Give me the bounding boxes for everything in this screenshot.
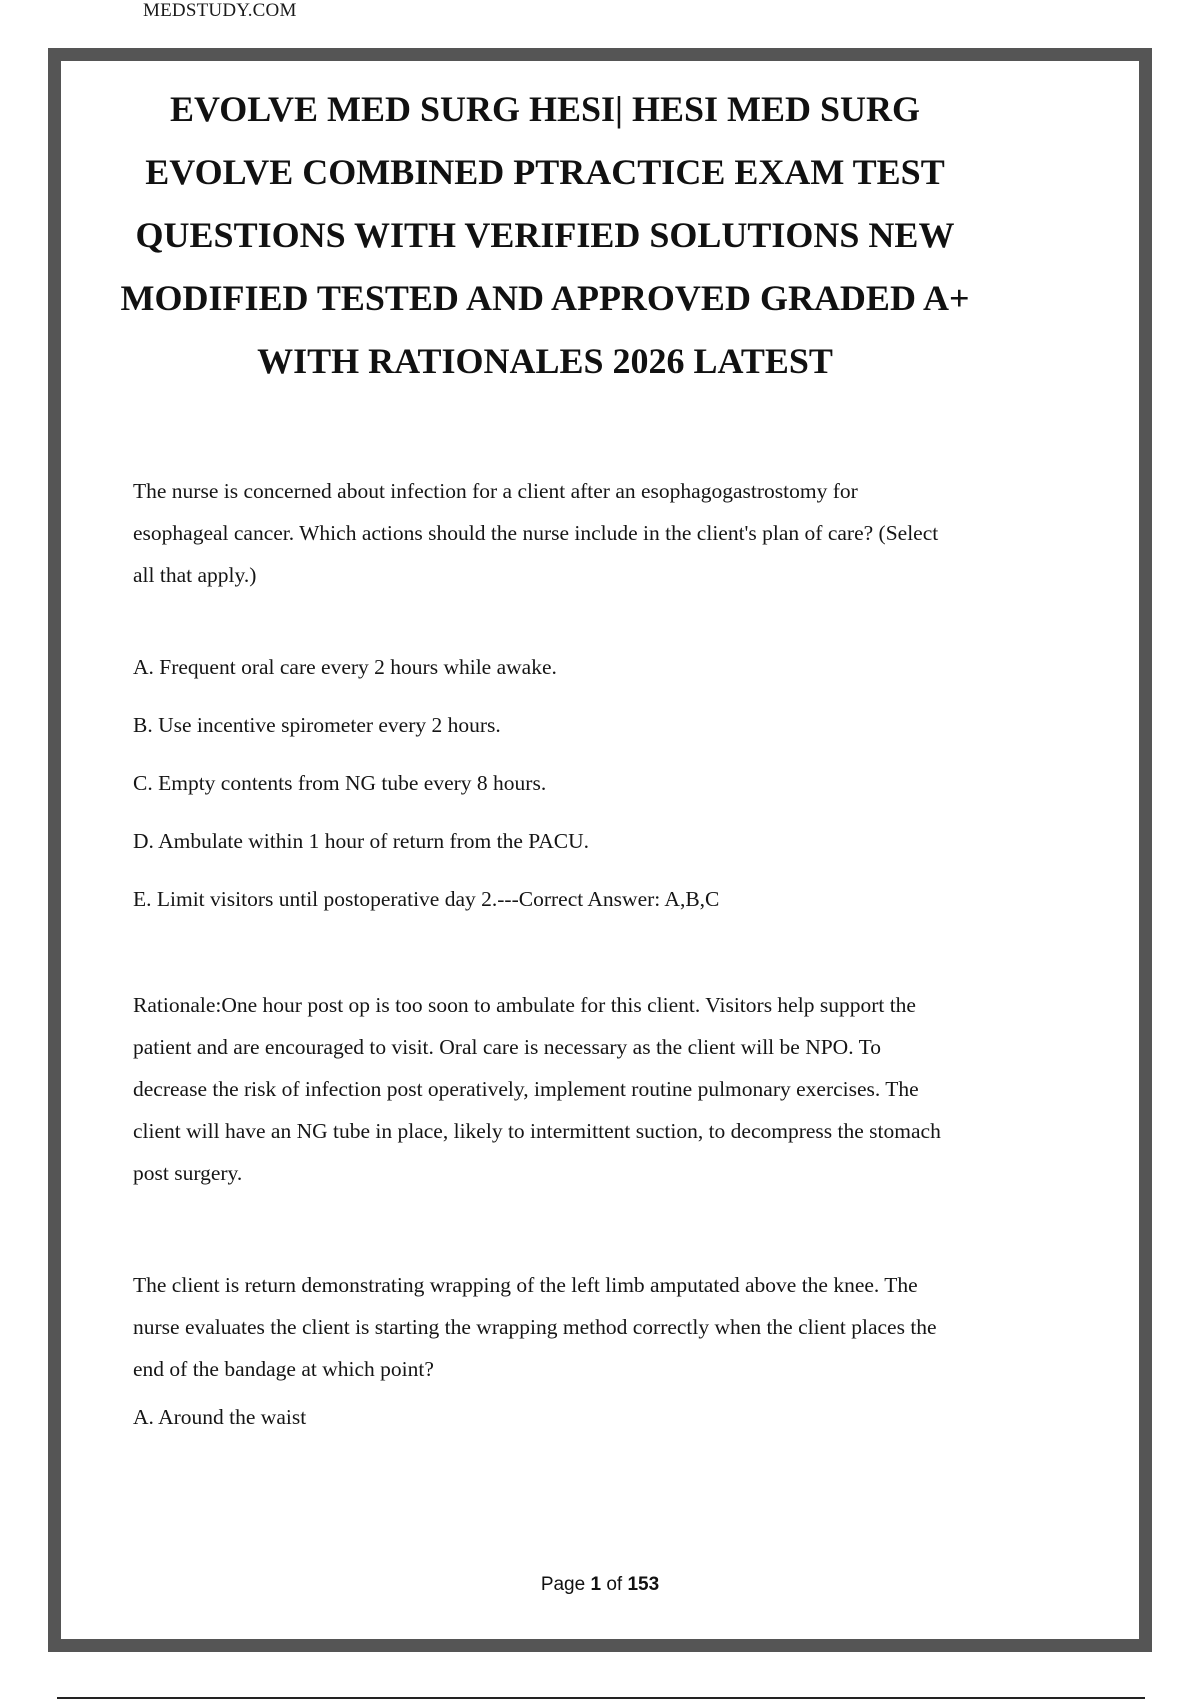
document-title: [100, 78, 990, 393]
text-line: post surgery.: [133, 1161, 243, 1185]
text-line: end of the bandage at which point?: [133, 1357, 434, 1381]
bottom-divider: [57, 1697, 1145, 1699]
text-line: esophageal cancer. Which actions should the nurse include in the client's plan of care? (Select: [133, 521, 939, 545]
text-line: The nurse is concerned about infection for a client after an esophagogastrostomy for: [133, 479, 858, 503]
answer-option-with-correct-answer: E. Limit visitors until postoperative day 2.---Correct Answer: A,B,C: [133, 887, 720, 911]
answer-option: D. Ambulate within 1 hour of return from the PACU.: [133, 829, 590, 853]
text-line: decrease the risk of infection post operatively, implement routine pulmonary exercises. The: [133, 1077, 919, 1101]
title-line: QUESTIONS WITH VERIFIED SOLUTIONS NEW: [135, 215, 955, 255]
question-1-stem: [133, 470, 1063, 596]
total-pages: 153: [627, 1574, 660, 1595]
text-line: The client is return demonstrating wrapping of the left limb amputated above the knee. The: [133, 1273, 918, 1297]
answer-option: A. Around the waist: [133, 1405, 307, 1429]
of-label: of: [606, 1574, 623, 1595]
document-body: [133, 470, 1063, 1432]
title-line: WITH RATIONALES 2026 LATEST: [257, 341, 833, 381]
text-line: Rationale:One hour post op is too soon to ambulate for this client. Visitors help support the: [133, 993, 916, 1017]
page-number: [0, 1574, 1200, 1596]
text-line: nurse evaluates the client is starting the wrapping method correctly when the client places the: [133, 1315, 937, 1339]
title-line: EVOLVE COMBINED PTRACTICE EXAM TEST: [145, 152, 945, 192]
question-2-stem: [133, 1264, 1063, 1390]
title-line: MODIFIED TESTED AND APPROVED GRADED A+: [120, 278, 970, 318]
text-line: client will have an NG tube in place, likely to intermittent suction, to decompress the stomach: [133, 1119, 941, 1143]
page-label: Page: [540, 1574, 586, 1595]
text-line: all that apply.): [133, 563, 257, 587]
question-1-options: [133, 652, 1063, 914]
question-1-rationale: [133, 984, 1063, 1194]
title-line: EVOLVE MED SURG HESI| HESI MED SURG: [169, 89, 921, 129]
site-header: MEDSTUDY.COM: [143, 0, 297, 21]
answer-option: B. Use incentive spirometer every 2 hours.: [133, 713, 501, 737]
text-line: patient and are encouraged to visit. Oral care is necessary as the client will be NPO. To: [133, 1035, 881, 1059]
current-page: 1: [590, 1574, 602, 1595]
answer-option: C. Empty contents from NG tube every 8 hours.: [133, 771, 547, 795]
answer-option: A. Frequent oral care every 2 hours while awake.: [133, 655, 557, 679]
